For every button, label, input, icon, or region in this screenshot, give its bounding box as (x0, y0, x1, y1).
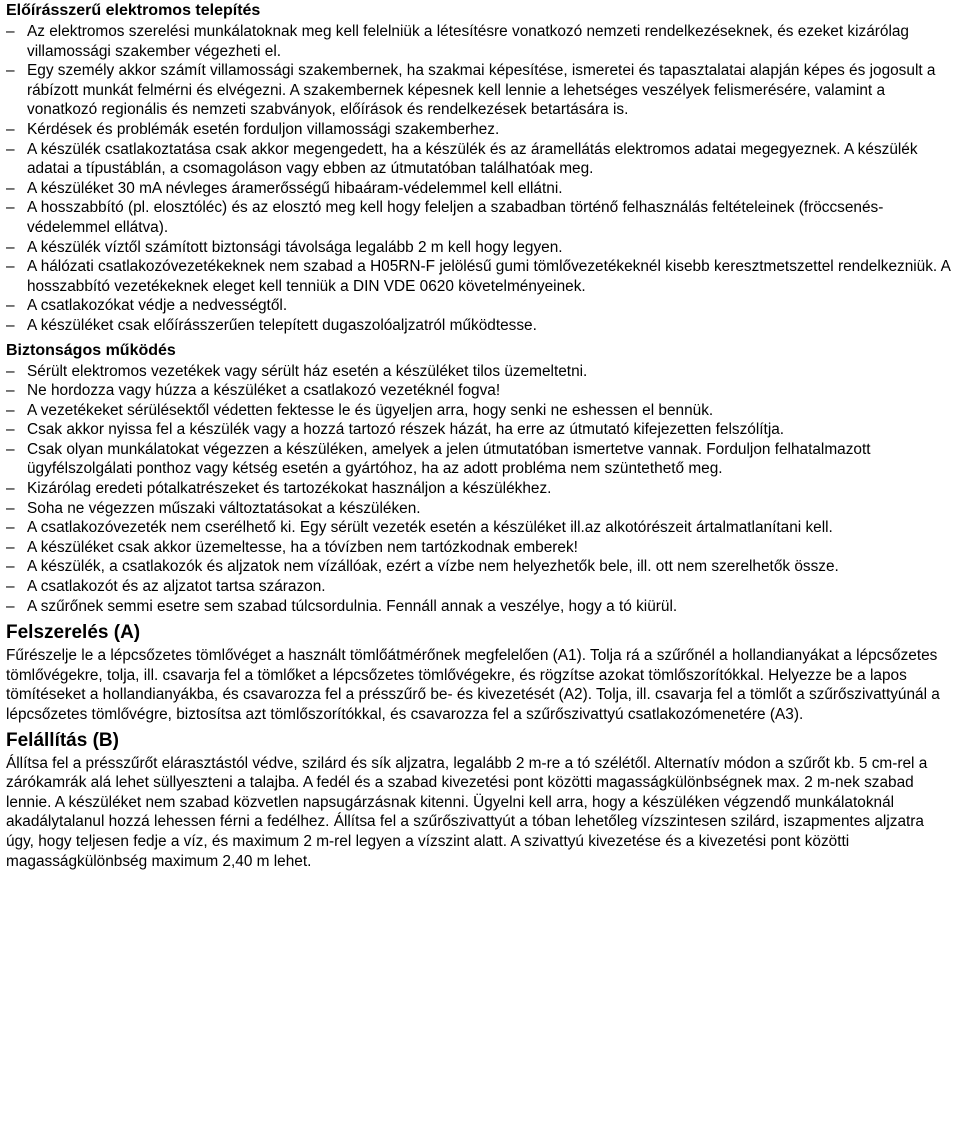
list-item: – A hosszabbító (pl. elosztóléc) és az elosztó meg kell hogy feleljen a szabadban történő felhasználás feltételeinek (fröccsenés-védelemmel ellátva). (6, 198, 954, 237)
list-item: – A hálózati csatlakozóvezetékeknek nem szabad a H05RN-F jelölésű gumi tömlővezetékeknél kisebb keresztmetszettel rendelkezniük. A hosszabbító vezetékeknek eleget kell tenniük a DIN VDE 0620 követelményeinek. (6, 257, 954, 296)
list-item: – Csak akkor nyissa fel a készülék vagy a hozzá tartozó részek házát, ha erre az útmutató kifejezetten felszólítja. (6, 420, 954, 440)
list-item: – A vezetékeket sérülésektől védetten fektesse le és ügyeljen arra, hogy senki ne eshessen el bennük. (6, 401, 954, 421)
list-item: – A készülék víztől számított biztonsági távolsága legalább 2 m kell hogy legyen. (6, 238, 954, 258)
list-item: – A készülék, a csatlakozók és aljzatok nem vízállóak, ezért a vízbe nem helyezhetők bele, ill. ott nem szerelhetők össze. (6, 557, 954, 577)
section-title-assembly: Felszerelés (A) (6, 622, 141, 644)
list-item: – Kizárólag eredeti pótalkatrészeket és tartozékokat használjon a készülékhez. (6, 479, 954, 499)
section-title-setup: Felállítás (B) (6, 729, 119, 751)
section-title-electrical-installation: Előírásszerű elektromos telepítés (6, 2, 261, 19)
list-item: – A csatlakozót és az aljzatot tartsa szárazon. (6, 577, 954, 597)
electrical-installation-list (6, 22, 954, 336)
list-item: – Az elektromos szerelési munkálatoknak meg kell felelniük a létesítésre vonatkozó nemzeti rendelkezéseknek, és ezeket kizárólag villamossági szakember végezheti el. (6, 22, 954, 61)
list-item: – Kérdések és problémák esetén forduljon villamossági szakemberhez. (6, 120, 954, 140)
list-item: – Ne hordozza vagy húzza a készüléket a csatlakozó vezetéknél fogva! (6, 381, 954, 401)
safe-operation-list (6, 362, 954, 617)
list-item: – Soha ne végezzen műszaki változtatásokat a készüléken. (6, 499, 954, 519)
setup-paragraph: Állítsa fel a présszűrőt elárasztástól védve, szilárd és sík aljzatra, legalább 2 m-re a tó szélétől. Alternatív módon a szűrőt kb. 5 cm-rel a zárókamrák alá lehet süllyeszteni a talajba. A fedél és a szabad kivezetési pont közötti magasságkülönbségnek max. 2 m-nek szabad lennie. A készüléket nem szabad közvetlen napsugárzásnak kitenni. Ügyelni kell arra, hogy a készüléken végzendő munkálatoknál akadálytalanul hozzá lehessen férni a fedélhez. Állítsa fel a szűrőszivattyút a tóban lehetőleg vízszintesen szilárd, iszapmentes aljzatra úgy, hogy teljesen fedje a víz, és maximum 2 m-rel legyen a vízszint alatt. A szivattyú kivezetése és a kivezetési pont közötti magasságkülönbség maximum 2,40 m lehet. (6, 754, 928, 870)
section-title-safe-operation: Biztonságos működés (6, 341, 176, 359)
list-item: – A szűrőnek semmi esetre sem szabad túlcsordulnia. Fennáll annak a veszélye, hogy a tó kiürül. (6, 597, 954, 617)
list-item: – Sérült elektromos vezetékek vagy sérült ház esetén a készüléket tilos üzemeltetni. (6, 362, 954, 382)
assembly-paragraph: Fűrészelje le a lépcsőzetes tömlővéget a használt tömlőátmérőnek megfelelően (A1). Tolja rá a szűrőnél a hollandianyákat a lépcsőzetes tömlővégekre, tolja, ill. csavarja fel a tömlőket a lépcsőzetes tömlővégekre, és rögzítse azokat tömlőszorítókkal. Helyezze be a lapos tömítéseket a hollandianyákba, és csavarozza fel a présszűrő be- és kivezetését (A2). Tolja, ill. csavarja fel a tömlőt a szűrőszivattyúnál a lépcsőzetes tömlővégre, biztosítsa azt tömlőszorítókkal, és csavarozza fel a szűrőszivattyú csatlakozómenetére (A3). (6, 647, 940, 723)
list-item: – A készüléket 30 mA névleges áramerősségű hibaáram-védelemmel kell ellátni. (6, 179, 954, 199)
list-item: – A csatlakozókat védje a nedvességtől. (6, 296, 954, 316)
list-item: – A készüléket csak előírásszerűen telepített dugaszolóaljzatról működtesse. (6, 316, 954, 336)
list-item: – A készüléket csak akkor üzemeltesse, ha a tóvízben nem tartózkodnak emberek! (6, 538, 954, 558)
list-item: – Egy személy akkor számít villamossági szakembernek, ha szakmai képesítése, ismeretei és tapasztalatai alapján képes és jogosult a rábízott munkát felmérni és elvégezni. A szakembernek képesnek kell lennie a lehetséges veszélyek felismerésére, valamint a vonatkozó regionális és nemzeti szabványok, előírások és rendelkezések betartására is. (6, 61, 954, 120)
list-item: – A csatlakozóvezeték nem cserélhető ki. Egy sérült vezeték esetén a készüléket ill.az alkotórészeit ártalmatlanítani kell. (6, 518, 954, 538)
list-item: – Csak olyan munkálatokat végezzen a készüléken, amelyek a jelen útmutatóban ismertetve vannak. Forduljon felhatalmazott ügyfélszolgálati ponthoz vagy kétség esetén a gyártóhoz, ha az adott probléma nem szüntethető meg. (6, 440, 954, 479)
list-item: – A készülék csatlakoztatása csak akkor megengedett, ha a készülék és az áramellátás elektromos adatai megegyeznek. A készülék adatai a típustáblán, a csomagoláson vagy ebben az útmutatóban találhatóak meg. (6, 140, 954, 179)
